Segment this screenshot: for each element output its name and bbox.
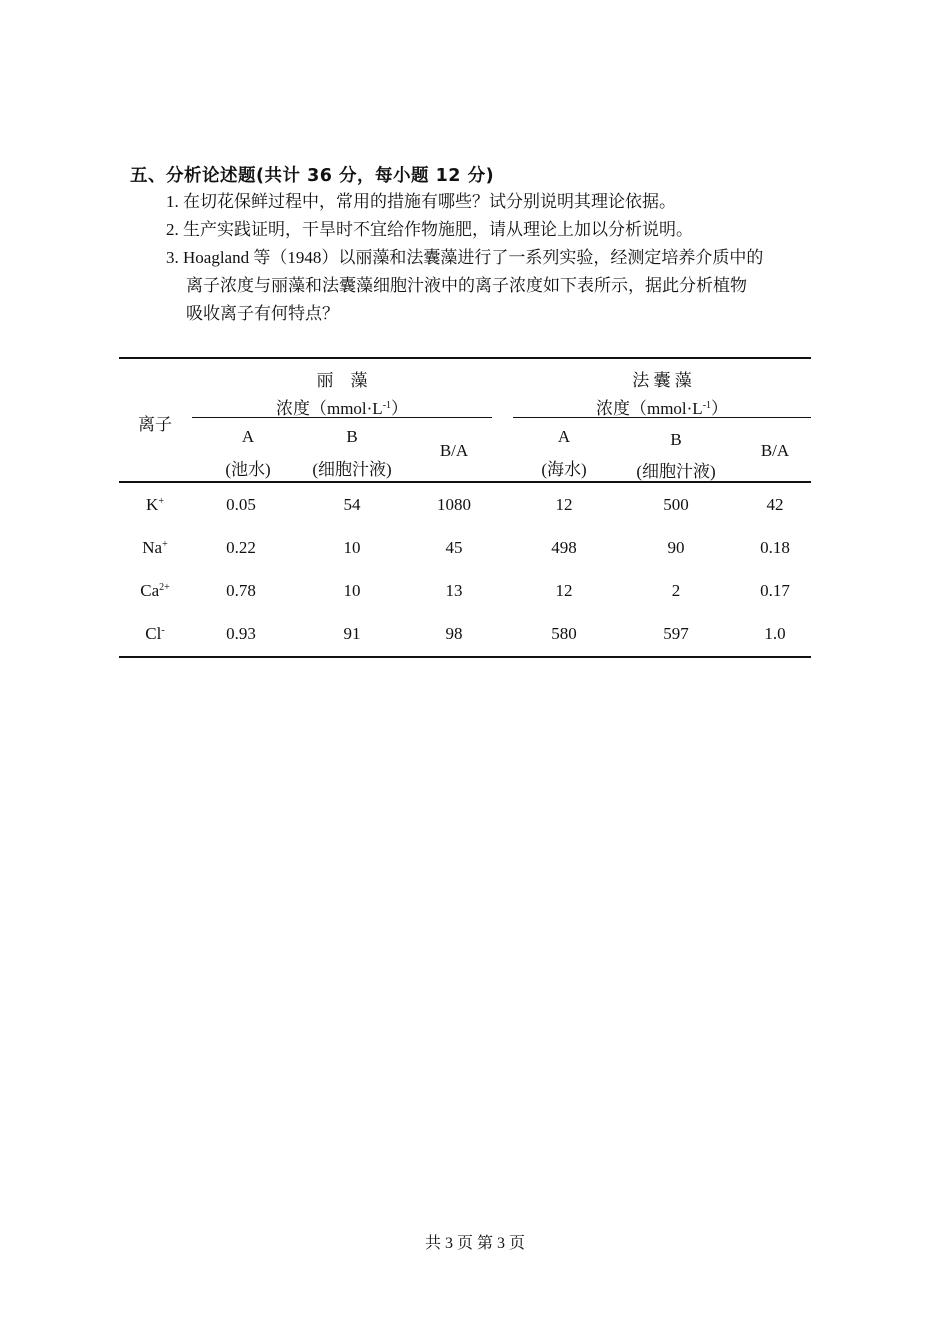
table-top-rule (119, 357, 811, 359)
g2-col-a-sub: (海水) (541, 460, 587, 479)
section-title: 五、分析论述题(共计 36 分，每小题 12 分) (130, 166, 495, 186)
question-3-line-3: 吸收离子有何特点？ (186, 304, 339, 323)
value-cell: 90 (667, 538, 685, 557)
value-cell: 45 (445, 538, 463, 557)
g2-col-ratio: B/A (760, 441, 790, 460)
value-cell: 12 (555, 581, 573, 600)
value-cell: 1.0 (764, 624, 786, 643)
value-cell: 42 (766, 495, 784, 514)
g1-col-ratio: B/A (439, 441, 469, 460)
value-cell: 91 (343, 624, 361, 643)
question-2: 2. 生产实践证明，干旱时不宜给作物施肥，请从理论上加以分析说明。 (166, 220, 693, 239)
ion-cell: Na+ (142, 538, 168, 557)
value-cell: 98 (445, 624, 463, 643)
value-cell: 2 (671, 581, 681, 600)
g2-col-b: B (670, 430, 682, 449)
value-cell: 10 (343, 581, 361, 600)
value-cell: 500 (663, 495, 689, 514)
ion-cell: $Ca^{2+}$ (140, 581, 170, 600)
value-cell: 0.93 (226, 624, 256, 643)
value-cell: 580 (551, 624, 577, 643)
group1-name: 丽 藻 (316, 371, 368, 390)
g1-col-b: B (346, 427, 358, 446)
value-cell: 13 (445, 581, 463, 600)
value-cell: 597 (663, 624, 689, 643)
value-cell: 0.05 (226, 495, 256, 514)
value-cell: 1080 (437, 495, 471, 514)
page-footer: 共 3 页 第 3 页 (424, 1235, 525, 1252)
table-bottom-rule (119, 656, 811, 658)
value-cell: 498 (551, 538, 577, 557)
value-cell: 0.22 (226, 538, 256, 557)
value-cell: 10 (343, 538, 361, 557)
g1-col-b-sub: (细胞汁液) (312, 460, 392, 479)
question-1: 1. 在切花保鲜过程中，常用的措施有哪些？试分别说明其理论依据。 (166, 192, 676, 211)
value-cell: 0.17 (760, 581, 790, 600)
g1-col-a-sub: (池水) (225, 460, 271, 479)
group2-name: 法 囊 藻 (632, 371, 692, 390)
value-cell: 0.78 (226, 581, 256, 600)
value-cell: 12 (555, 495, 573, 514)
row-header-ion: 离子 (138, 415, 172, 434)
question-3-line-1: 3. Hoagland 等（1948）以丽藻和法囊藻进行了一系列实验，经测定培养介质中的 (166, 248, 764, 267)
question-3-line-2: 离子浓度与丽藻和法囊藻细胞汁液中的离子浓度如下表所示，据此分析植物 (186, 276, 747, 295)
group2-unit: 浓度$(mmol\cdot L^{-1})$ (595, 399, 729, 418)
value-cell: 54 (343, 495, 361, 514)
ion-cell: Cl- (145, 624, 165, 643)
g1-col-a: A (241, 427, 255, 446)
value-cell: 0.18 (760, 538, 790, 557)
g2-col-a: A (557, 427, 571, 446)
ion-cell: K+ (146, 495, 164, 514)
g2-col-b-sub: (细胞汁液) (636, 462, 716, 481)
group1-unit: 浓度$(mmol\cdot L^{-1})$ (275, 399, 409, 418)
